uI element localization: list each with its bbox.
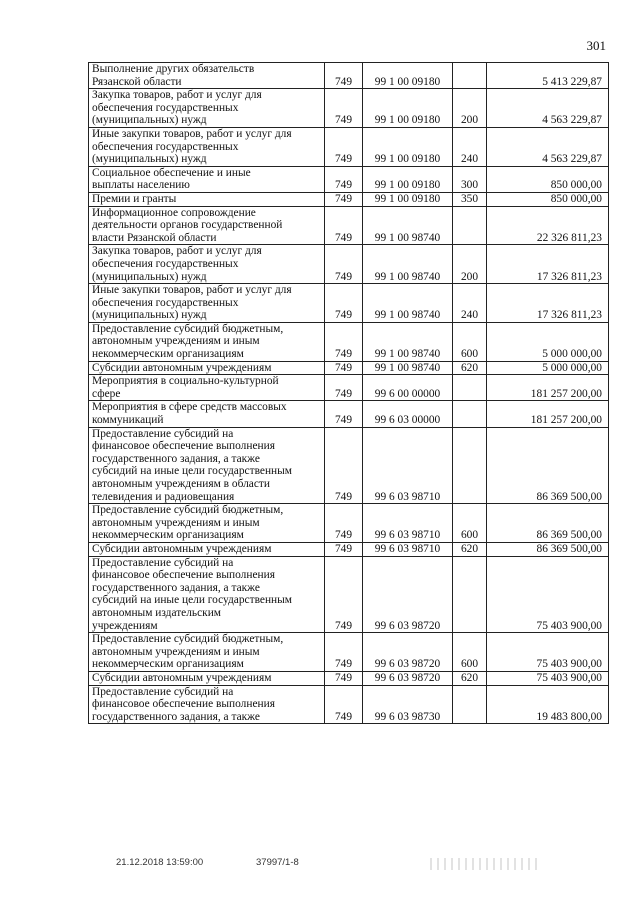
table-row <box>89 63 609 89</box>
row-amount: 86 369 500,00 <box>487 542 609 556</box>
row-ministry-code: 749 <box>325 166 363 192</box>
row-name: Выполнение других обязательств Рязанской области <box>89 63 325 89</box>
row-name: Иные закупки товаров, работ и услуг для обеспечения государственных (муниципальных) нужд <box>89 127 325 166</box>
row-amount: 75 403 900,00 <box>487 633 609 672</box>
row-target-code: 99 6 03 98720 <box>363 671 453 685</box>
row-target-code: 99 1 00 98740 <box>363 361 453 375</box>
row-amount: 22 326 811,23 <box>487 206 609 245</box>
row-amount: 5 413 229,87 <box>487 63 609 89</box>
row-target-code: 99 6 03 98710 <box>363 427 453 504</box>
table-row <box>89 89 609 128</box>
row-ministry-code: 749 <box>325 89 363 128</box>
row-ministry-code: 749 <box>325 245 363 284</box>
table-row <box>89 284 609 323</box>
table-row <box>89 245 609 284</box>
row-name: Предоставление субсидий бюджетным, автономным учреждениям и иным некоммерческим организациям <box>89 504 325 543</box>
row-expense-type: 620 <box>453 361 487 375</box>
row-expense-type <box>453 375 487 401</box>
row-expense-type: 620 <box>453 542 487 556</box>
document-id: 37997/1-8 <box>256 857 299 868</box>
row-name: Закупка товаров, работ и услуг для обеспечения государственных (муниципальных) нужд <box>89 89 325 128</box>
row-target-code: 99 6 00 00000 <box>363 375 453 401</box>
row-target-code: 99 1 00 09180 <box>363 63 453 89</box>
row-ministry-code: 749 <box>325 633 363 672</box>
row-target-code: 99 6 03 98730 <box>363 685 453 724</box>
row-expense-type: 300 <box>453 166 487 192</box>
row-amount: 75 403 900,00 <box>487 671 609 685</box>
row-ministry-code: 749 <box>325 556 363 633</box>
table-row <box>89 542 609 556</box>
row-name: Субсидии автономным учреждениям <box>89 361 325 375</box>
row-amount: 19 483 800,00 <box>487 685 609 724</box>
table-row <box>89 401 609 427</box>
row-amount: 4 563 229,87 <box>487 127 609 166</box>
row-target-code: 99 1 00 09180 <box>363 127 453 166</box>
row-target-code: 99 6 03 98720 <box>363 556 453 633</box>
row-name: Информационное сопровождение деятельности органов государственной власти Рязанской области <box>89 206 325 245</box>
row-ministry-code: 749 <box>325 206 363 245</box>
budget-table-body <box>89 63 609 724</box>
page-number: 301 <box>586 38 606 53</box>
row-name: Предоставление субсидий бюджетным, автономным учреждениям и иным некоммерческим организациям <box>89 322 325 361</box>
row-amount: 4 563 229,87 <box>487 89 609 128</box>
row-name: Субсидии автономным учреждениям <box>89 542 325 556</box>
row-expense-type: 240 <box>453 284 487 323</box>
row-expense-type <box>453 401 487 427</box>
table-row <box>89 633 609 672</box>
row-expense-type <box>453 206 487 245</box>
row-name: Предоставление субсидий на финансовое обеспечение выполнения государственного задания, а также субсидий на иные цели государственным автономным учреждениям в области телевидения и радиовещания <box>89 427 325 504</box>
row-amount: 75 403 900,00 <box>487 556 609 633</box>
row-name: Премии и гранты <box>89 192 325 206</box>
row-expense-type: 600 <box>453 633 487 672</box>
row-expense-type: 600 <box>453 504 487 543</box>
row-expense-type <box>453 63 487 89</box>
row-name: Предоставление субсидий на финансовое обеспечение выполнения государственного задания, а также <box>89 685 325 724</box>
row-target-code: 99 1 00 98740 <box>363 245 453 284</box>
row-amount: 181 257 200,00 <box>487 401 609 427</box>
row-ministry-code: 749 <box>325 322 363 361</box>
row-expense-type: 600 <box>453 322 487 361</box>
row-name: Субсидии автономным учреждениям <box>89 671 325 685</box>
row-ministry-code: 749 <box>325 284 363 323</box>
row-name: Предоставление субсидий бюджетным, автономным учреждениям и иным некоммерческим организациям <box>89 633 325 672</box>
row-name: Иные закупки товаров, работ и услуг для обеспечения государственных (муниципальных) нужд <box>89 284 325 323</box>
scan-artifact <box>430 858 540 870</box>
table-row <box>89 127 609 166</box>
row-ministry-code: 749 <box>325 427 363 504</box>
row-expense-type: 200 <box>453 89 487 128</box>
row-amount: 5 000 000,00 <box>487 322 609 361</box>
row-amount: 86 369 500,00 <box>487 504 609 543</box>
row-ministry-code: 749 <box>325 63 363 89</box>
row-amount: 850 000,00 <box>487 192 609 206</box>
row-expense-type: 620 <box>453 671 487 685</box>
print-datetime: 21.12.2018 13:59:00 <box>116 857 204 868</box>
row-ministry-code: 749 <box>325 542 363 556</box>
row-ministry-code: 749 <box>325 361 363 375</box>
row-target-code: 99 1 00 98740 <box>363 322 453 361</box>
row-ministry-code: 749 <box>325 671 363 685</box>
row-ministry-code: 749 <box>325 375 363 401</box>
row-expense-type: 350 <box>453 192 487 206</box>
row-ministry-code: 749 <box>325 127 363 166</box>
row-name: Предоставление субсидий на финансовое обеспечение выполнения государственного задания, а также субсидий на иные цели государственным автономным издательским учреждениям <box>89 556 325 633</box>
row-amount: 17 326 811,23 <box>487 284 609 323</box>
table-row <box>89 166 609 192</box>
table-row <box>89 427 609 504</box>
table-row <box>89 361 609 375</box>
table-row <box>89 671 609 685</box>
row-expense-type: 240 <box>453 127 487 166</box>
row-expense-type: 200 <box>453 245 487 284</box>
row-expense-type <box>453 556 487 633</box>
row-target-code: 99 6 03 98710 <box>363 542 453 556</box>
row-amount: 181 257 200,00 <box>487 375 609 401</box>
table-row <box>89 192 609 206</box>
row-target-code: 99 6 03 98710 <box>363 504 453 543</box>
row-ministry-code: 749 <box>325 192 363 206</box>
table-row <box>89 322 609 361</box>
row-name: Мероприятия в социально-культурной сфере <box>89 375 325 401</box>
row-ministry-code: 749 <box>325 401 363 427</box>
row-name: Закупка товаров, работ и услуг для обеспечения государственных (муниципальных) нужд <box>89 245 325 284</box>
row-amount: 850 000,00 <box>487 166 609 192</box>
row-expense-type <box>453 685 487 724</box>
row-amount: 5 000 000,00 <box>487 361 609 375</box>
row-expense-type <box>453 427 487 504</box>
row-target-code: 99 1 00 09180 <box>363 192 453 206</box>
table-row <box>89 556 609 633</box>
table-row <box>89 685 609 724</box>
budget-table <box>88 62 609 724</box>
row-target-code: 99 1 00 98740 <box>363 206 453 245</box>
row-ministry-code: 749 <box>325 685 363 724</box>
row-amount: 17 326 811,23 <box>487 245 609 284</box>
table-row <box>89 504 609 543</box>
table-row <box>89 375 609 401</box>
row-amount: 86 369 500,00 <box>487 427 609 504</box>
row-target-code: 99 1 00 09180 <box>363 89 453 128</box>
row-target-code: 99 6 03 98720 <box>363 633 453 672</box>
row-ministry-code: 749 <box>325 504 363 543</box>
row-target-code: 99 6 03 00000 <box>363 401 453 427</box>
table-row <box>89 206 609 245</box>
row-name: Мероприятия в сфере средств массовых коммуникаций <box>89 401 325 427</box>
row-target-code: 99 1 00 98740 <box>363 284 453 323</box>
row-target-code: 99 1 00 09180 <box>363 166 453 192</box>
row-name: Социальное обеспечение и иные выплаты населению <box>89 166 325 192</box>
